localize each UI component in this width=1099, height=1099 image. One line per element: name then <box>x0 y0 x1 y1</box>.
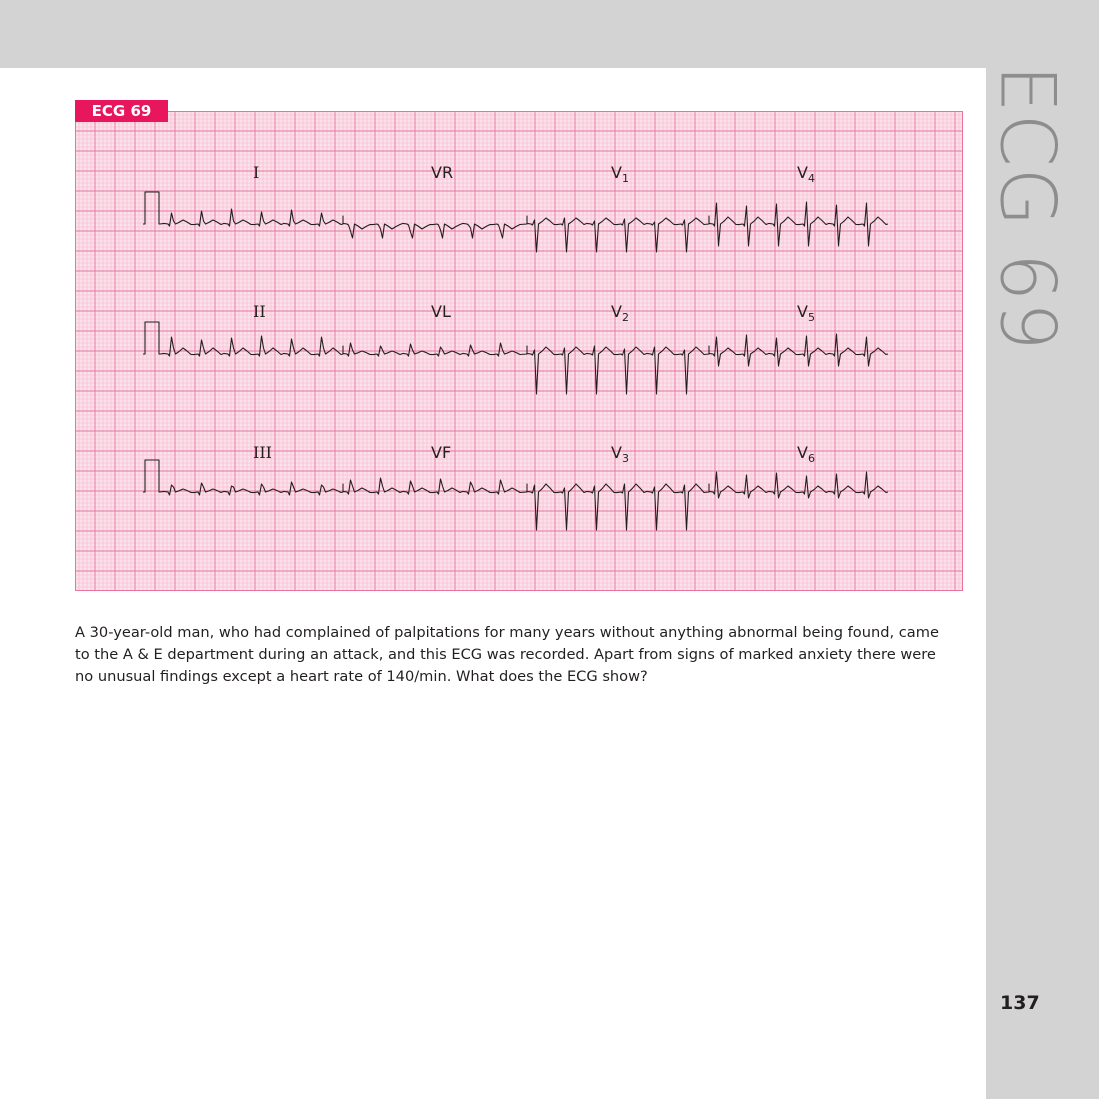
lead-label: $V_3$ <box>611 443 629 465</box>
lead-label: $V_1$ <box>611 163 629 185</box>
ecg-tracing <box>75 111 963 591</box>
lead-label: VL <box>431 302 451 321</box>
lead-label: I <box>253 163 260 182</box>
ecg-figure <box>75 111 963 591</box>
ecg-label: ECG 69 <box>75 100 168 122</box>
lead-label: $V_5$ <box>797 302 815 324</box>
top-band <box>0 0 1099 68</box>
lead-label: III <box>253 443 272 462</box>
page-number: 137 <box>1000 992 1040 1014</box>
lead-label: II <box>253 302 266 321</box>
side-title: ECG 69 <box>983 64 1073 352</box>
lead-label: $V_4$ <box>797 163 815 185</box>
lead-label: VR <box>431 163 454 182</box>
lead-label: $V_2$ <box>611 302 629 324</box>
lead-label: $V_6$ <box>797 443 815 465</box>
lead-label: VF <box>431 443 452 462</box>
question-text: A 30-year-old man, who had complained of palpitations for many years without anything abnormal being found, came to the A & E department during an attack, and this ECG was recorded. Apart from signs of marked anxiety there were no unusual findings except a heart rate of 140/min. What does the ECG show? <box>75 624 939 685</box>
